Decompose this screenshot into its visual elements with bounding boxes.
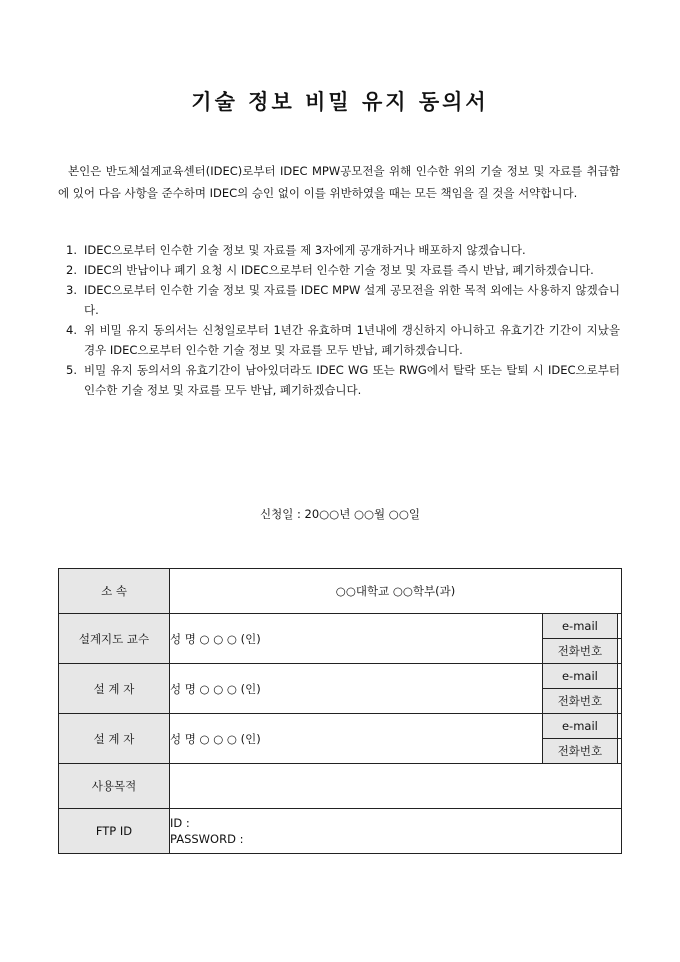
advisor-name-field[interactable]: 성 명 ○ ○ ○ (인): [170, 614, 543, 664]
designer-2-email-label: e-mail: [542, 714, 617, 739]
designer-1-email-field[interactable]: [617, 664, 621, 689]
affiliation-label: 소 속: [59, 569, 170, 614]
designer-2-name-field[interactable]: 성 명 ○ ○ ○ (인): [170, 714, 543, 764]
clause-number: 4.: [66, 323, 77, 337]
clause-number: 2.: [66, 263, 77, 277]
designer-2-phone-label: 전화번호: [542, 739, 617, 764]
designer-2-email-field[interactable]: [617, 714, 621, 739]
clause-text: 위 비밀 유지 동의서는 신청일로부터 1년간 유효하며 1년내에 갱신하지 아니하고 유효기간 기간이 지났을 경우 IDEC으로부터 인수한 기술 정보 및 자료를 모두 반납, 폐기하겠습니다.: [84, 323, 620, 357]
clause-text: IDEC의 반납이나 폐기 요청 시 IDEC으로부터 인수한 기술 정보 및 자료를 즉시 반납, 폐기하겠습니다.: [84, 263, 594, 277]
purpose-field[interactable]: [170, 764, 622, 809]
clause-item: [66, 320, 620, 360]
designer-2-phone-field[interactable]: [617, 739, 621, 764]
advisor-phone-label: 전화번호: [542, 639, 617, 664]
ftp-credentials-field[interactable]: [170, 809, 622, 854]
intro-paragraph: 본인은 반도체설계교육센터(IDEC)로부터 IDEC MPW공모전을 위해 인수한 위의 기술 정보 및 자료를 취급함에 있어 다음 사항을 준수하며 IDEC의 승인 없이 이를 위반하였을 때는 모든 책임을 질 것을 서약합니다.: [58, 164, 620, 200]
advisor-email-label: e-mail: [542, 614, 617, 639]
designer-1-phone-field[interactable]: [617, 689, 621, 714]
document-title: 기술 정보 비밀 유지 동의서: [191, 89, 489, 114]
designer-1-phone-label: 전화번호: [542, 689, 617, 714]
purpose-label: 사용목적: [59, 764, 170, 809]
clause-text: 비밀 유지 동의서의 유효기간이 남아있더라도 IDEC WG 또는 RWG에서 탈락 또는 탈퇴 시 IDEC으로부터 인수한 기술 정보 및 자료를 모두 반납, 폐기하겠습니다.: [84, 363, 620, 397]
clause-number: 1.: [66, 243, 77, 257]
designer-2-label: 설 계 자: [59, 714, 170, 764]
clause-text: IDEC으로부터 인수한 기술 정보 및 자료를 제 3자에게 공개하거나 배포하지 않겠습니다.: [84, 243, 526, 257]
ftp-password-line: PASSWORD :: [170, 832, 244, 846]
designer-1-name-field[interactable]: 성 명 ○ ○ ○ (인): [170, 664, 543, 714]
application-date: 신청일 : 20○○년 ○○월 ○○일: [260, 507, 420, 521]
clause-item: [66, 280, 620, 320]
advisor-label: 설계지도 교수: [59, 614, 170, 664]
clause-number: 3.: [66, 283, 77, 297]
clause-list: [66, 240, 620, 400]
designer-1-label: 설 계 자: [59, 664, 170, 714]
applicant-form-table: [58, 568, 622, 854]
ftp-id-line: ID :: [170, 816, 190, 830]
advisor-phone-field[interactable]: [617, 639, 621, 664]
affiliation-value[interactable]: ○○대학교 ○○학부(과): [170, 569, 622, 614]
designer-1-email-label: e-mail: [542, 664, 617, 689]
advisor-email-field[interactable]: [617, 614, 621, 639]
clause-item: [66, 260, 620, 280]
clause-item: [66, 240, 620, 260]
clause-number: 5.: [66, 363, 77, 377]
clause-item: [66, 360, 620, 400]
ftp-label: FTP ID: [59, 809, 170, 854]
clause-text: IDEC으로부터 인수한 기술 정보 및 자료를 IDEC MPW 설계 공모전을 위한 목적 외에는 사용하지 않겠습니다.: [84, 283, 620, 317]
